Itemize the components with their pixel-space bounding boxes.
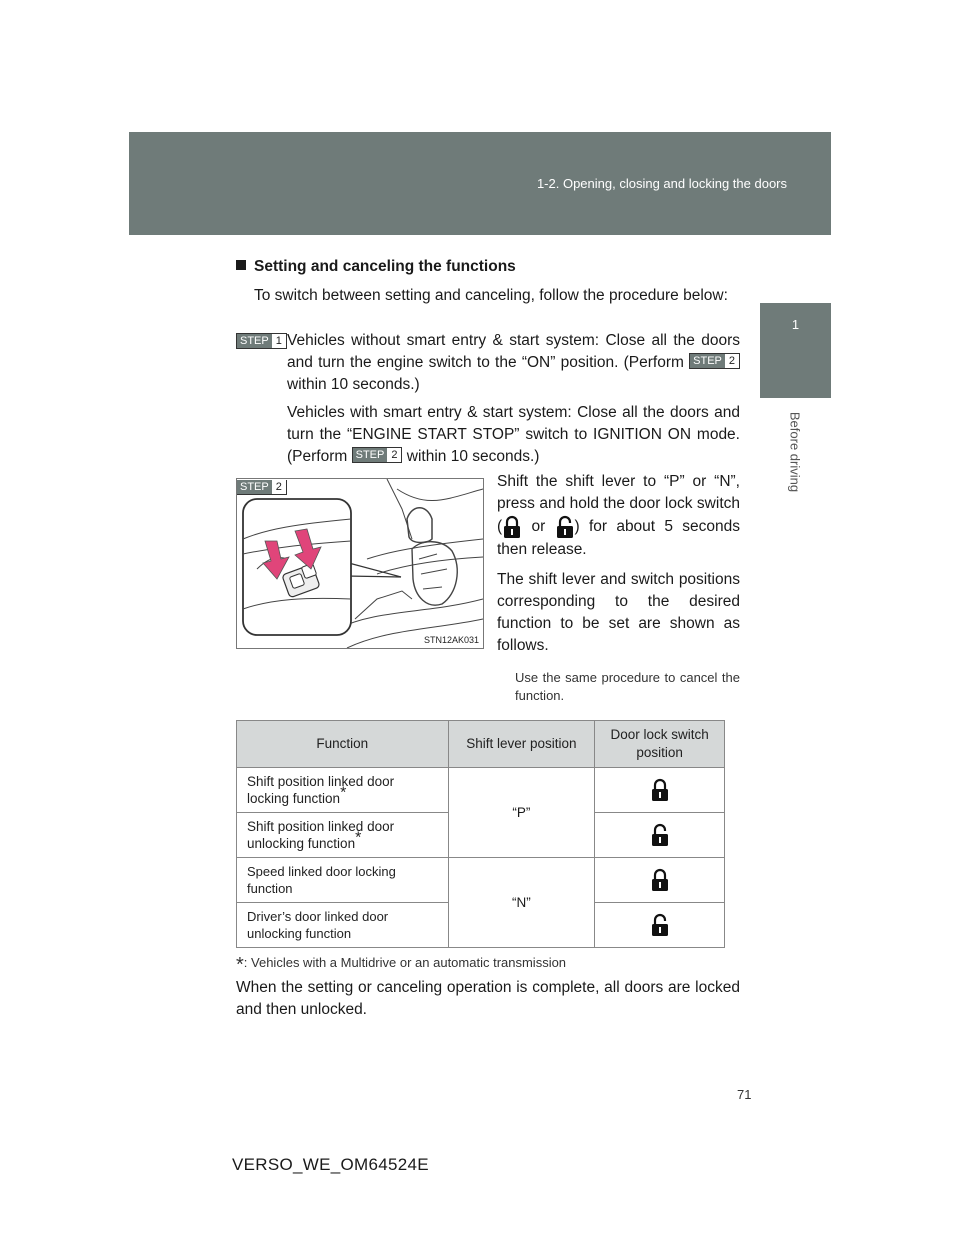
chapter-side-label-text: Before driving <box>787 411 803 493</box>
step-num: 2 <box>728 354 736 367</box>
footnote <box>236 950 567 976</box>
chapter-side-tab <box>760 303 831 398</box>
chapter-side-label <box>783 402 807 502</box>
function-cell <box>237 813 449 858</box>
inline-step2-badge <box>689 353 740 369</box>
lock-cell <box>595 903 725 948</box>
step2-text <box>497 471 740 561</box>
step-word: STEP <box>690 354 725 368</box>
lock-cell <box>595 768 725 813</box>
chapter-header-band <box>129 132 831 235</box>
step-num: 1 <box>275 334 282 347</box>
asterisk-mark: * <box>355 829 362 847</box>
step2-note: Use the same procedure to cancel the function. <box>515 670 740 703</box>
shift-cell: “N” <box>448 858 595 948</box>
page-number: 71 <box>737 1087 752 1102</box>
unlock-icon <box>650 913 670 937</box>
step-word: STEP <box>237 480 272 494</box>
section-heading-text: Setting and canceling the functions <box>254 258 516 275</box>
closing-paragraph: When the setting or canceling operation is complete, all doors are locked and then unlocked. <box>236 979 740 1018</box>
chapter-title: 1-2. Opening, closing and locking the doors <box>536 176 787 191</box>
shift-cell: “P” <box>448 768 595 858</box>
header-function: Function <box>237 721 449 768</box>
footnote-text: : Vehicles with a Multidrive or an automatic transmission <box>243 955 567 970</box>
table-row <box>237 768 725 813</box>
function-table <box>236 720 725 948</box>
function-cell: Driver’s door linked door unlocking function <box>237 903 449 948</box>
unlock-icon <box>650 823 670 847</box>
step1-line1: Vehicles without smart entry & start system: Close all the doors and turn the engine switch to the “ON” position. (Perform <box>287 332 740 371</box>
figure-step2-badge <box>237 479 287 497</box>
step1-line2-end: within 10 seconds.) <box>406 448 540 465</box>
figure-code: STN12AK031 <box>423 635 479 645</box>
chapter-number: 1 <box>791 317 800 332</box>
step-word: STEP <box>353 448 388 462</box>
step-num: 2 <box>275 481 282 494</box>
lock-cell <box>595 858 725 903</box>
table-header-row <box>237 721 725 768</box>
lock-icon <box>502 515 522 539</box>
step2-or: or <box>531 518 546 536</box>
lock-cell <box>595 813 725 858</box>
function-cell: Speed linked door locking function <box>237 858 449 903</box>
bullet-square-icon <box>236 260 246 270</box>
table-row <box>237 858 725 903</box>
door-lock-switch-figure <box>236 478 484 649</box>
asterisk-mark: * <box>340 784 347 802</box>
step1-text-a <box>287 330 740 396</box>
function-cell <box>237 768 449 813</box>
step1-badge <box>236 334 287 352</box>
section-intro: To switch between setting and canceling, follow the procedure below: <box>254 287 728 304</box>
unlock-icon <box>555 515 575 539</box>
step2-para2: The shift lever and switch positions corresponding to the desired function to be set are shown as follows. <box>497 571 740 654</box>
step-word: STEP <box>237 334 272 348</box>
step1-text-b <box>287 402 740 468</box>
function-text: Shift position linked door unlocking function <box>247 819 395 851</box>
footnote-asterisk: * <box>236 954 244 976</box>
document-code: VERSO_WE_OM64524E <box>232 1155 429 1174</box>
step2-text-b: ) for about 5 seconds then release. <box>497 518 741 558</box>
lock-icon <box>650 778 670 802</box>
section-heading <box>236 258 516 276</box>
header-shift-lever: Shift lever position <box>448 721 595 768</box>
step1-line2: Vehicles with smart entry & start system: Close all the doors and turn the “ENGINE START STOP” switch to IGNITION ON mode. (Perform <box>287 404 740 465</box>
step2-text-a: Shift the shift lever to “P” or “N”, press and hold the door lock switch ( <box>497 473 740 536</box>
header-door-lock-switch: Door lock switch position <box>595 721 725 768</box>
inline-step2-badge <box>352 447 403 463</box>
lock-icon <box>650 868 670 892</box>
step1-line1-end: within 10 seconds.) <box>287 376 420 393</box>
function-text: Shift position linked door locking function <box>247 774 395 806</box>
step-num: 2 <box>391 448 398 461</box>
door-panel-illustration <box>237 479 483 648</box>
